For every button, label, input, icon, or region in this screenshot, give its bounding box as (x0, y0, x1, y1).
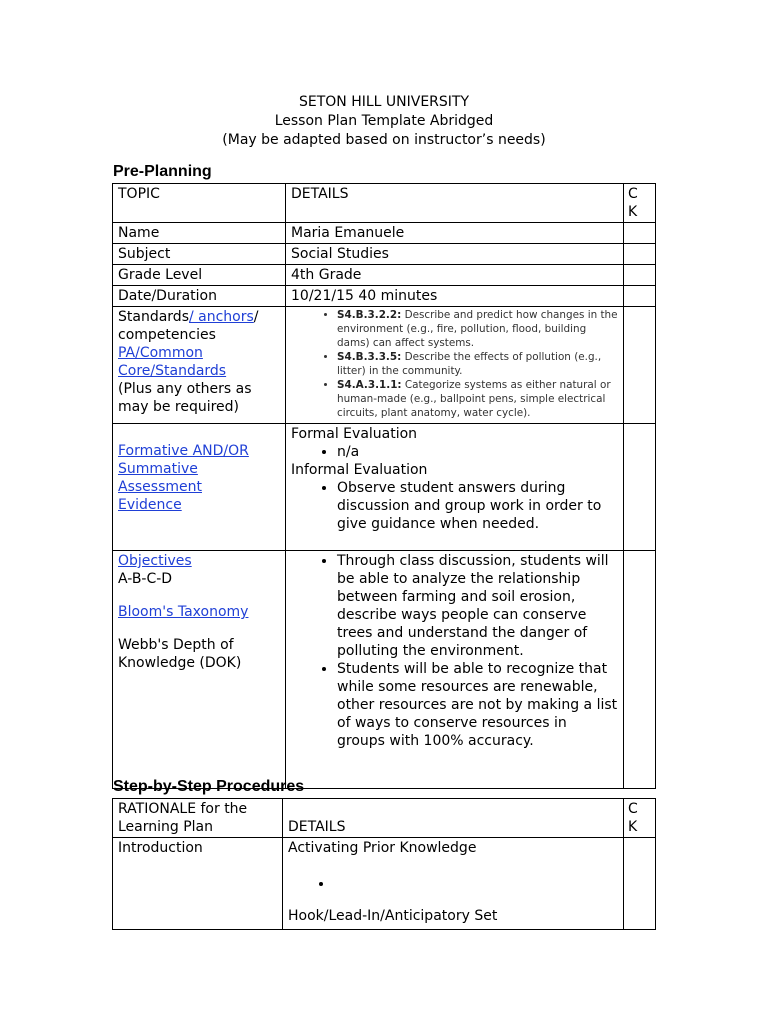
standards-details (286, 307, 624, 424)
table-header-row (113, 799, 656, 838)
activating-prior-knowledge: Activating Prior Knowledge (288, 840, 477, 856)
table-row (113, 223, 656, 244)
ck-header-text: C K (628, 186, 638, 220)
grade-label: Grade Level (113, 265, 286, 286)
table-row (113, 307, 656, 424)
procedures-table (112, 798, 656, 930)
grade-check[interactable] (624, 265, 656, 286)
informal-evaluation-heading: Informal Evaluation (291, 462, 428, 478)
formal-item: • n/a (337, 443, 618, 461)
table-row (113, 265, 656, 286)
name-check[interactable] (624, 223, 656, 244)
introduction-label: Introduction (113, 838, 283, 930)
standard-text: Categorize systems as either natural or human-made (e.g., ballpoint pens, simple electrical circuits, plant anatomy, water cycle). (337, 379, 611, 419)
assessment-check[interactable] (624, 424, 656, 551)
hook-lead-in: Hook/Lead-In/Anticipatory Set (288, 908, 498, 924)
objectives-details (286, 551, 624, 789)
assessment-details (286, 424, 624, 551)
table-row (113, 551, 656, 789)
table-header-row (113, 184, 656, 223)
standard-text: Describe and predict how changes in the environment (e.g., fire, pollution, flood, building dams) can affect systems. (337, 309, 618, 349)
procedures-heading: Step-by-Step Procedures (113, 778, 305, 795)
informal-list (291, 479, 618, 533)
formal-list (291, 443, 618, 461)
introduction-details (283, 838, 624, 930)
table-row (113, 244, 656, 265)
template-subtitle: (May be adapted based on instructor’s needs) (222, 132, 546, 148)
standards-label-text: Standards (118, 309, 189, 325)
anchors-link[interactable]: / anchors (188, 309, 254, 325)
subject-label: Subject (113, 244, 286, 265)
standard-code: S4.B.3.2.2: (337, 309, 402, 321)
standard-item (337, 378, 618, 420)
standards-check[interactable] (624, 307, 656, 424)
blooms-taxonomy-link[interactable]: Bloom's Taxonomy (118, 604, 249, 620)
table-row (113, 286, 656, 307)
objectives-label-cell (113, 551, 286, 789)
objectives-check[interactable] (624, 551, 656, 789)
standard-item (337, 350, 618, 378)
standards-note: (Plus any others as may be required) (118, 381, 252, 415)
pa-common-core-link[interactable]: PA/Common Core/Standards (118, 345, 227, 379)
procedure-ck-header-text: C K (628, 801, 638, 835)
objectives-list (291, 552, 618, 750)
informal-item: • Observe student answers during discussion and group work in order to give guidance when needed. (337, 479, 618, 533)
standards-list (291, 308, 618, 420)
objective-item: • Through class discussion, students will be able to analyze the relationship between farming and soil erosion, describe ways people can conserve trees and understand the danger of polluting the environment. (337, 552, 618, 660)
empty-bullet (334, 875, 618, 893)
date-value: 10/21/15 40 minutes (286, 286, 624, 307)
date-check[interactable] (624, 286, 656, 307)
webbs-dok-text: Webb's Depth of Knowledge (DOK) (118, 637, 242, 671)
standards-label (113, 307, 286, 424)
empty-bullet-list (288, 875, 618, 893)
document-header (0, 93, 768, 150)
introduction-check[interactable] (624, 838, 656, 930)
procedure-details-header: DETAILS (283, 799, 624, 838)
standard-code: S4.A.3.1.1: (337, 379, 402, 391)
assessment-label-cell (113, 424, 286, 551)
competencies-text: / competencies (118, 309, 259, 343)
procedure-ck-header (624, 799, 656, 838)
table-row (113, 424, 656, 551)
preplanning-table (112, 183, 656, 789)
name-label: Name (113, 223, 286, 244)
assessment-evidence-link[interactable]: Formative AND/OR Summative Assessment Evidence (118, 443, 249, 513)
rationale-header: RATIONALE for the Learning Plan (113, 799, 283, 838)
table-row (113, 838, 656, 930)
preplanning-heading: Pre-Planning (113, 163, 212, 180)
ck-header (624, 184, 656, 223)
objective-item: • Students will be able to recognize that while some resources are renewable, other resources are not by making a list of ways to conserve resources in groups with 100% accuracy. (337, 660, 618, 750)
subject-value: Social Studies (286, 244, 624, 265)
abcd-text: A-B-C-D (118, 571, 173, 587)
university-name: SETON HILL UNIVERSITY (298, 94, 470, 110)
standard-code: S4.B.3.3.5: (337, 351, 402, 363)
formal-evaluation-heading: Formal Evaluation (291, 426, 418, 442)
template-title: Lesson Plan Template Abridged (274, 113, 494, 129)
standard-item (337, 308, 618, 350)
name-value: Maria Emanuele (286, 223, 624, 244)
topic-header: TOPIC (113, 184, 286, 223)
standard-text: Describe the effects of pollution (e.g., litter) in the community. (337, 351, 602, 377)
date-label: Date/Duration (113, 286, 286, 307)
grade-value: 4th Grade (286, 265, 624, 286)
details-header: DETAILS (286, 184, 624, 223)
subject-check[interactable] (624, 244, 656, 265)
objectives-link[interactable]: Objectives (118, 553, 192, 569)
